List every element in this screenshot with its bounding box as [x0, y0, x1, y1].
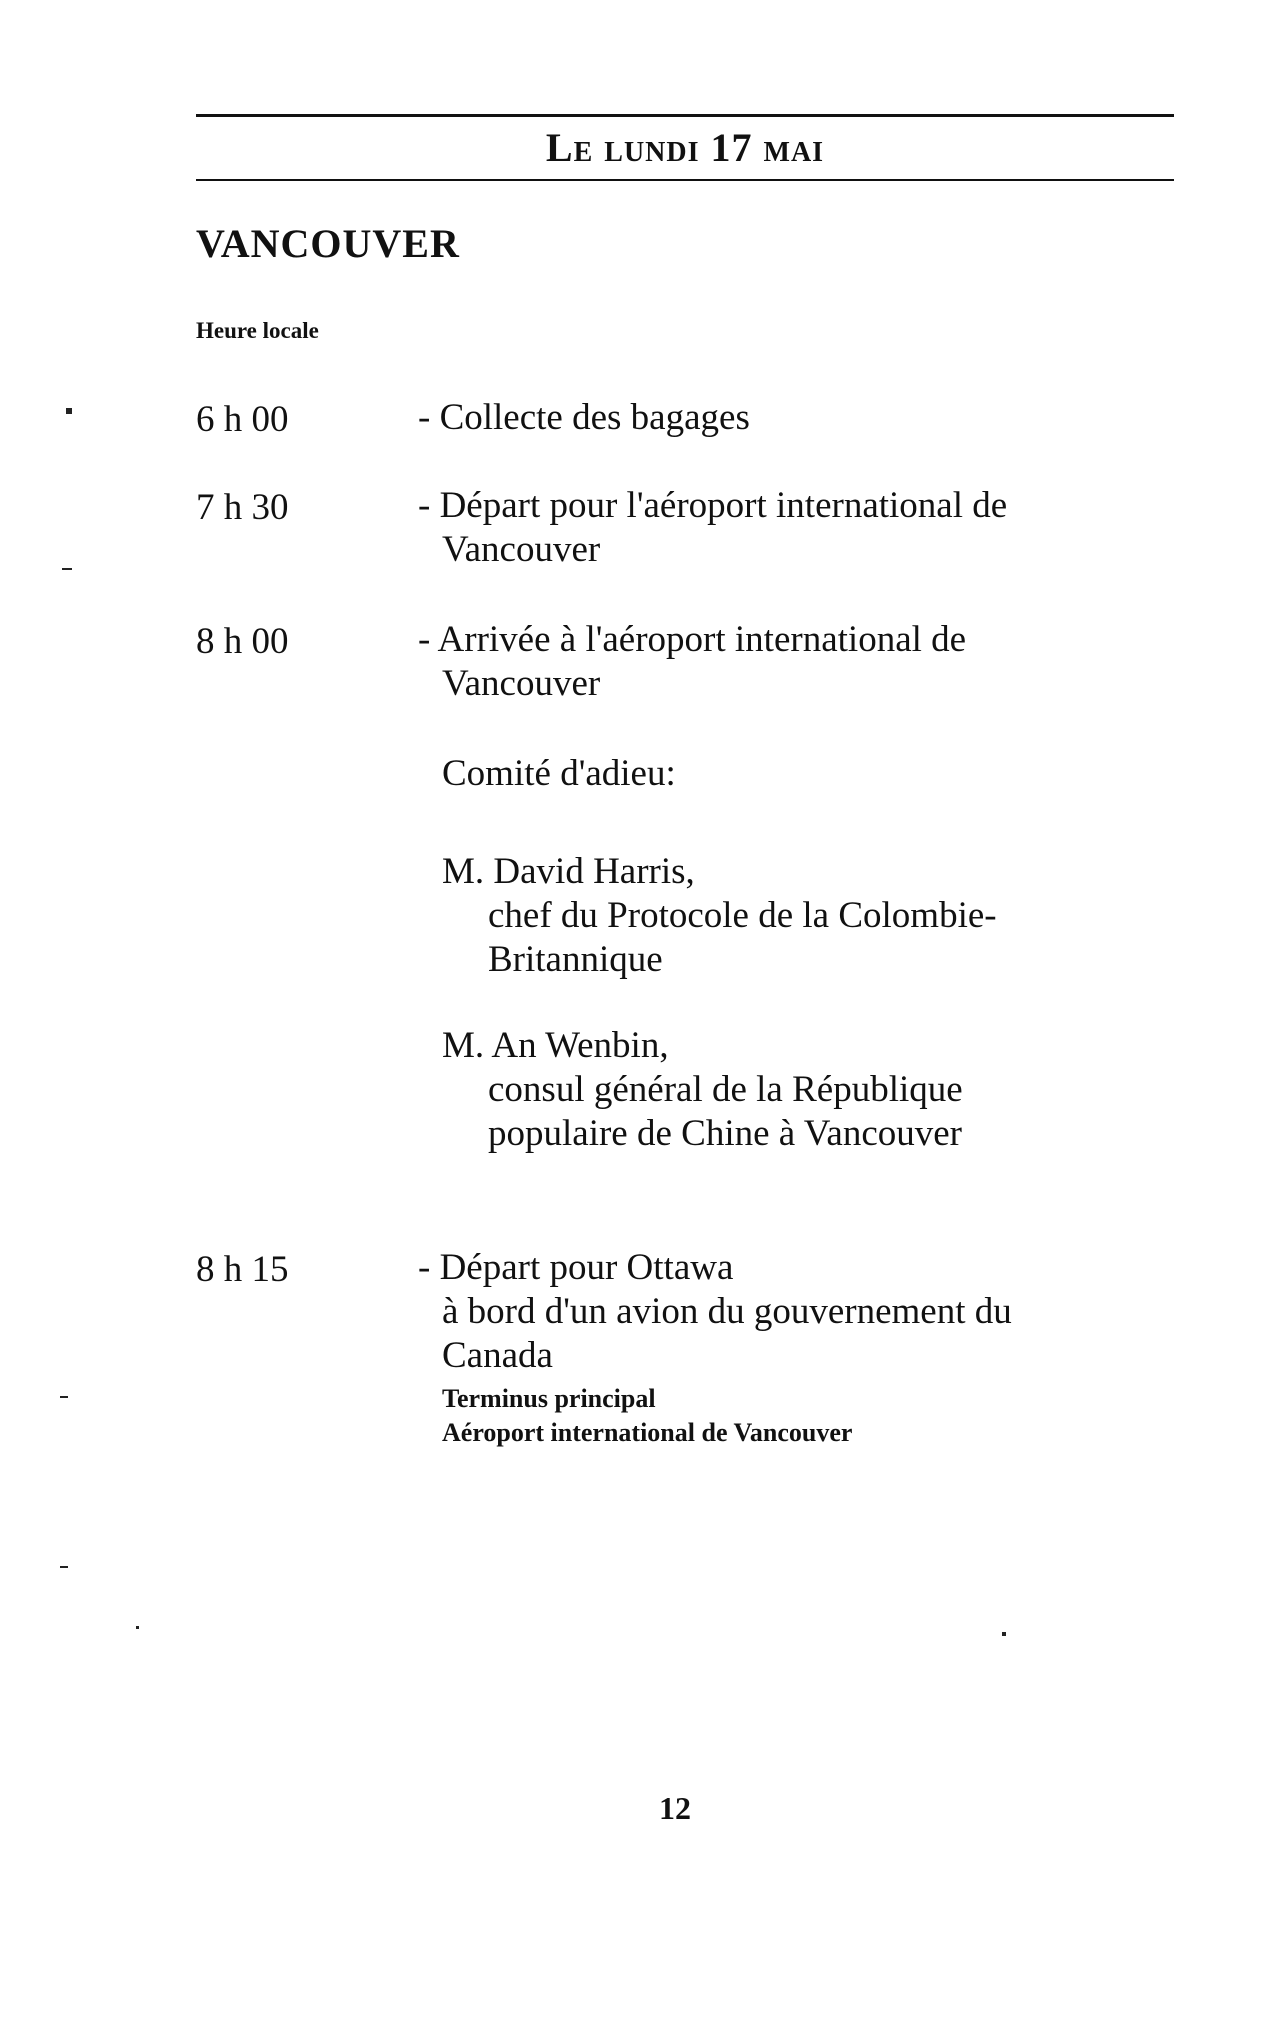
- person-name: M. David Harris,: [442, 851, 695, 892]
- person-role-line: populaire de Chine à Vancouver: [488, 1113, 962, 1154]
- header-rule-top: [196, 114, 1174, 117]
- schedule-entry-line: - Arrivée à l'aéroport international de: [418, 619, 967, 660]
- schedule-entry-line: - Départ pour Ottawa: [418, 1247, 734, 1288]
- schedule-entry-line: - Collecte des bagages: [418, 397, 750, 438]
- scan-speck: [1002, 1632, 1006, 1636]
- schedule-entry: [418, 1246, 1138, 1378]
- schedule-time: 7 h 30: [196, 487, 289, 528]
- schedule-entry-line: à bord d'un avion du gouvernement du: [442, 1291, 1012, 1332]
- scan-speck: [62, 568, 72, 570]
- person-role-line: chef du Protocole de la Colombie-: [488, 895, 997, 936]
- scan-speck: [60, 1566, 68, 1568]
- person-name: M. An Wenbin,: [442, 1025, 669, 1066]
- departure-location: [442, 1382, 852, 1450]
- schedule-entry: [418, 484, 1138, 572]
- page-number: 12: [659, 1790, 691, 1826]
- schedule-entry-line: Vancouver: [442, 529, 601, 570]
- schedule-entry-line: Vancouver: [442, 663, 601, 704]
- departure-location-line: Terminus principal: [442, 1384, 656, 1413]
- local-time-label: Heure locale: [196, 318, 319, 343]
- person-role-line: consul général de la République: [488, 1069, 963, 1110]
- farewell-committee-label: Comité d'adieu:: [442, 753, 676, 794]
- schedule-time: 8 h 00: [196, 621, 289, 662]
- header-rule-bottom: [196, 179, 1174, 181]
- schedule-entry: [418, 396, 1138, 440]
- schedule-time: 6 h 00: [196, 399, 289, 440]
- scan-speck: [136, 1626, 139, 1629]
- schedule-time: 8 h 15: [196, 1249, 289, 1290]
- departure-location-line: Aéroport international de Vancouver: [442, 1418, 853, 1447]
- scan-speck: [60, 1396, 68, 1398]
- schedule-entry-line: - Départ pour l'aéroport international de: [418, 485, 1008, 526]
- farewell-person: [442, 850, 997, 982]
- farewell-person: [442, 1024, 963, 1156]
- scan-speck: [66, 408, 72, 414]
- person-role-line: Britannique: [488, 939, 663, 980]
- city-heading: VANCOUVER: [196, 221, 460, 266]
- schedule-entry: [418, 618, 1138, 706]
- schedule-entry-line: Canada: [442, 1335, 553, 1376]
- page-date-heading: Le lundi 17 mai: [545, 125, 825, 170]
